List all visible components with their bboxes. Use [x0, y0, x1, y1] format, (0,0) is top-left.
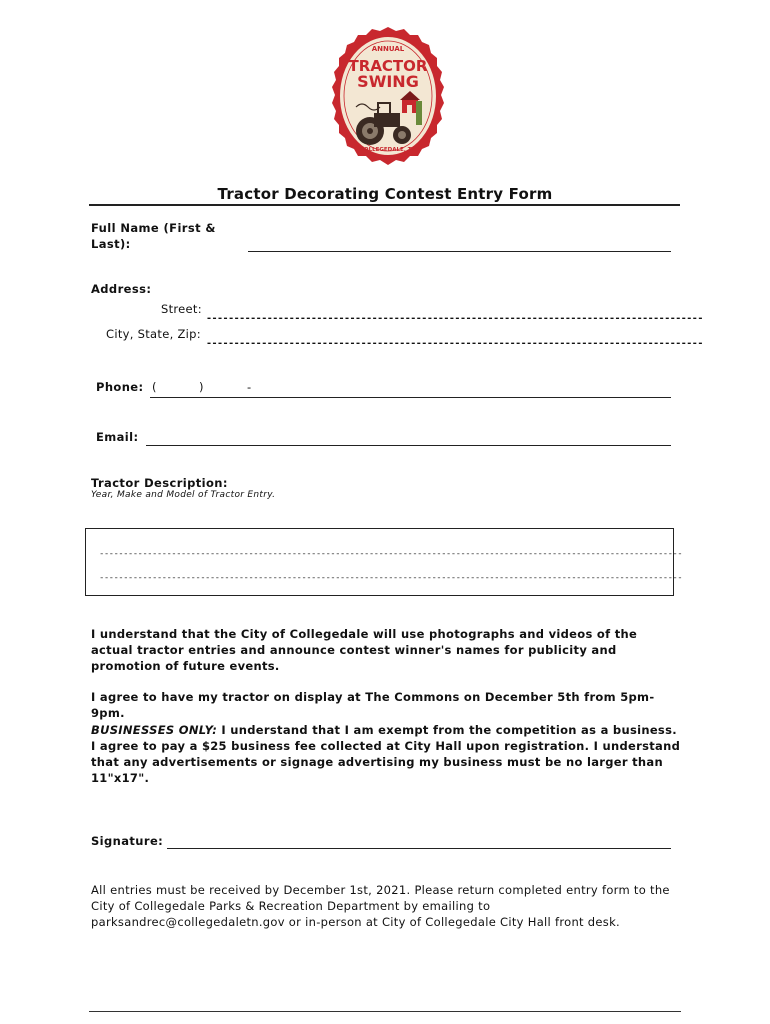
signature-field[interactable]	[167, 848, 671, 849]
form-title: Tractor Decorating Contest Entry Form	[217, 185, 553, 203]
tractor-description-box[interactable]	[85, 528, 683, 596]
logo-tractor-text: TRACTOR	[348, 57, 428, 75]
phone-dash: -	[247, 380, 252, 394]
city-state-zip-field[interactable]: ------------------------------------------------------------------------------------------	[206, 338, 703, 349]
phone-close-paren: )	[199, 380, 204, 394]
title-underline	[89, 204, 680, 206]
tractor-description-label: Tractor Description:	[91, 476, 228, 490]
logo-inner-ring	[339, 36, 437, 156]
business-statement-text: I understand that I am exempt from the competition as a business. I agree to pay a $25 business fee collected at City Hall upon registration. I understand that any advertisements or signage advertising my business must be no larger than 11"x17".	[91, 723, 681, 785]
phone-open-paren: (	[152, 380, 157, 394]
tractor-description-line-2[interactable]: -------------------------------------------------------------------------------------------------------------------------	[99, 573, 683, 583]
logo-swing-text: SWING	[357, 72, 419, 91]
phone-label: Phone:	[96, 380, 144, 394]
street-field[interactable]: ------------------------------------------------------------------------------------------	[206, 313, 703, 324]
business-statement	[91, 722, 681, 786]
submission-instructions: All entries must be received by December 1st, 2021. Please return completed entry form to the City of Collegedale Parks & Recreation Department by emailing to parksandrec@collegedaletn.gov or in-person at City of Collegedale City Hall front desk.	[91, 883, 670, 929]
email-label: Email:	[96, 430, 139, 444]
phone-field[interactable]	[150, 397, 671, 398]
email-field[interactable]	[146, 445, 671, 446]
street-label: Street:	[161, 302, 202, 316]
logo-annual-text: ANNUAL	[371, 45, 405, 53]
full-name-field[interactable]	[248, 251, 671, 252]
logo-location-text: COLLEGEDALE, TN	[359, 147, 417, 153]
signature-label: Signature:	[91, 834, 164, 848]
bottom-rule	[89, 1011, 681, 1012]
display-agreement: I agree to have my tractor on display at The Commons on December 5th from 5pm-9pm.	[91, 690, 655, 720]
tractor-description-line-1[interactable]: -------------------------------------------------------------------------------------------------------------------------	[99, 549, 683, 559]
tractor-description-hint: Year, Make and Model of Tractor Entry.	[91, 490, 276, 500]
city-state-zip-label: City, State, Zip:	[106, 327, 201, 341]
publicity-statement: I understand that the City of Collegedale will use photographs and videos of the actual tractor entries and announce contest winner's names for publicity and promotion of future events.	[91, 627, 638, 673]
address-label: Address:	[91, 282, 152, 296]
business-only-prefix: BUSINESSES ONLY:	[91, 723, 218, 737]
tractor-swing-logo	[330, 27, 446, 171]
full-name-label: Full Name (First & Last):	[91, 221, 216, 251]
